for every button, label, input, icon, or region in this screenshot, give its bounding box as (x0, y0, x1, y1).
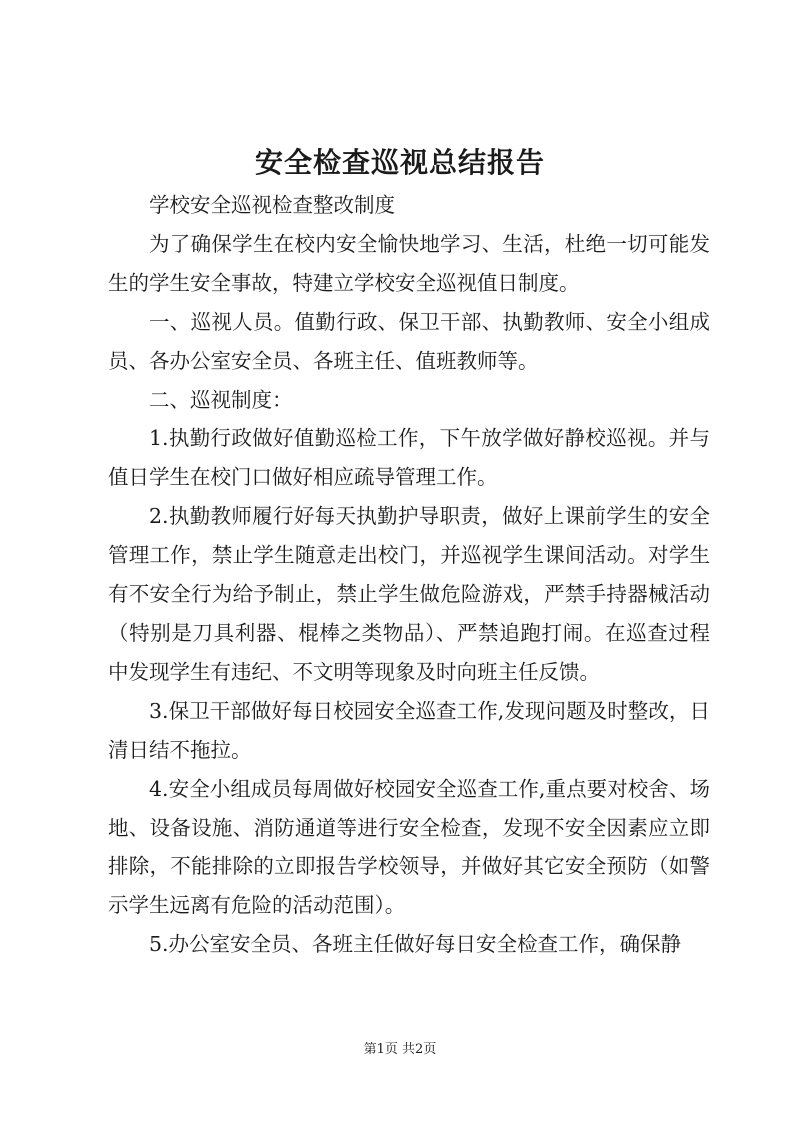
subtitle-paragraph: 学校安全巡视检查整改制度 (149, 193, 395, 217)
system-heading-paragraph: 二、巡视制度： (149, 387, 293, 412)
rule-5-paragraph: 5.办公室安全员、各班主任做好每日安全检查工作，确保静 (149, 932, 682, 957)
rule-2-paragraph: 2.执勤教师履行好每天执勤护导职责，做好上课前学生的安全管理工作，禁止学生随意走出校门，并巡视学生课间活动。对学生有不安全行为给予制止，禁止学生做危险游戏，严禁手持器械活动（特别是刀具利器、棍棒之类物品）、严禁追跑打闹。在巡查过程中发现学生有违纪、不文明等现象及时向班主任反馈。 (108, 504, 710, 684)
personnel-paragraph: 一、巡视人员。值勤行政、保卫干部、执勤教师、安全小组成员、各办公室安全员、各班主任、值班教师等。 (108, 309, 710, 373)
intro-paragraph: 为了确保学生在校内安全愉快地学习、生活，杜绝一切可能发生的学生安全事故，特建立学校安全巡视值日制度。 (108, 231, 710, 295)
page-title: 安全检查巡视总结报告 (254, 146, 545, 179)
document-body (108, 186, 710, 964)
rule-3-paragraph: 3.保卫干部做好每日校园安全巡查工作,发现问题及时整改，日清日结不拖拉。 (108, 698, 710, 762)
rule-1-paragraph: 1.执勤行政做好值勤巡检工作，下午放学做好静校巡视。并与值日学生在校门口做好相应疏导管理工作。 (108, 426, 710, 490)
rule-4-paragraph: 4.安全小组成员每周做好校园安全巡查工作,重点要对校舍、场地、设备设施、消防通道等进行安全检查，发现不安全因素应立即排除，不能排除的立即报告学校领导，并做好其它安全预防（如警示学生远离有危险的活动范围）。 (108, 776, 710, 918)
page-footer: 第1页 共2页 (363, 1042, 437, 1057)
